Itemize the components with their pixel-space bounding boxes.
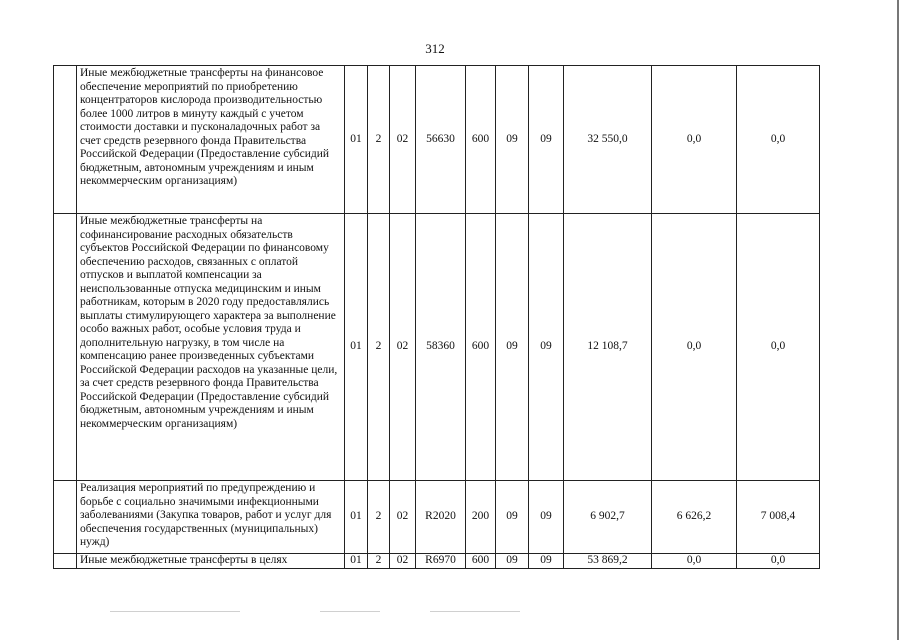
main-event-code: 02 xyxy=(390,66,416,214)
expense-type-code: 600 xyxy=(466,66,496,214)
program-code: 01 xyxy=(345,554,368,569)
subprogram-code: 2 xyxy=(368,214,390,481)
program-code: 01 xyxy=(345,66,368,214)
section-code: 09 xyxy=(496,554,529,569)
direction-code: R2020 xyxy=(416,481,466,554)
direction-code: 56630 xyxy=(416,66,466,214)
page-edge-shadow xyxy=(897,0,899,640)
expense-type-code: 200 xyxy=(466,481,496,554)
amount-year-1: 12 108,7 xyxy=(564,214,652,481)
scan-artifact xyxy=(110,611,240,612)
main-event-code: 02 xyxy=(390,214,416,481)
page-number: 312 xyxy=(425,41,445,56)
main-event-code: 02 xyxy=(390,481,416,554)
margin-cell xyxy=(54,481,77,554)
subprogram-code: 2 xyxy=(368,481,390,554)
table-row xyxy=(54,481,820,554)
amount-year-3: 0,0 xyxy=(737,214,820,481)
budget-table xyxy=(53,65,820,569)
margin-cell xyxy=(54,214,77,481)
program-code: 01 xyxy=(345,481,368,554)
subsection-code: 09 xyxy=(529,481,564,554)
amount-year-1: 53 869,2 xyxy=(564,554,652,569)
amount-year-2: 0,0 xyxy=(652,554,737,569)
subsection-code: 09 xyxy=(529,66,564,214)
table-row xyxy=(54,214,820,481)
amount-year-3: 0,0 xyxy=(737,66,820,214)
subsection-code: 09 xyxy=(529,554,564,569)
scan-artifact xyxy=(320,611,380,612)
margin-cell xyxy=(54,66,77,214)
expense-type-code: 600 xyxy=(466,554,496,569)
row-description: Иные межбюджетные трансферты на финансовое обеспечение мероприятий по приобретению концентраторов кислорода производительностью более 1000 литров в минуту каждый с учетом стоимости доставки и пусконаладочных работ за счет средств резервного фонда Правительства Российской Федерации (Предоставление субсидий бюджетным, автономным учреждениям и иным некоммерческим организациям) xyxy=(77,66,345,214)
margin-cell xyxy=(54,554,77,569)
section-code: 09 xyxy=(496,214,529,481)
amount-year-2: 0,0 xyxy=(652,214,737,481)
row-description: Иные межбюджетные трансферты в целях xyxy=(77,554,345,569)
amount-year-3: 7 008,4 xyxy=(737,481,820,554)
row-description: Иные межбюджетные трансферты на софинансирование расходных обязательств субъектов Российской Федерации по финансовому обеспечению расходов, связанных с оплатой отпусков и выплатой компенсации за неиспользованные отпуска медицинским и иным работникам, которым в 2020 году предоставлялись выплаты стимулирующего характера за выполнение особо важных работ, особые условия труда и дополнительную нагрузку, в том числе на компенсацию ранее произведенных субъектами Российской Федерации расходов на указанные цели, за счет средств резервного фонда Правительства Российской Федерации (Предоставление субсидий бюджетным, автономным учреждениям и иным некоммерческим организациям) xyxy=(77,214,345,481)
subprogram-code: 2 xyxy=(368,66,390,214)
amount-year-1: 6 902,7 xyxy=(564,481,652,554)
table-row xyxy=(54,66,820,214)
amount-year-3: 0,0 xyxy=(737,554,820,569)
subprogram-code: 2 xyxy=(368,554,390,569)
direction-code: 58360 xyxy=(416,214,466,481)
scan-artifact xyxy=(430,611,520,612)
row-description: Реализация мероприятий по предупреждению и борьбе с социально значимыми инфекционными заболеваниями (Закупка товаров, работ и услуг для обеспечения государственных (муниципальных) нужд) xyxy=(77,481,345,554)
direction-code: R6970 xyxy=(416,554,466,569)
main-event-code: 02 xyxy=(390,554,416,569)
subsection-code: 09 xyxy=(529,214,564,481)
expense-type-code: 600 xyxy=(466,214,496,481)
section-code: 09 xyxy=(496,66,529,214)
amount-year-1: 32 550,0 xyxy=(564,66,652,214)
amount-year-2: 0,0 xyxy=(652,66,737,214)
program-code: 01 xyxy=(345,214,368,481)
amount-year-2: 6 626,2 xyxy=(652,481,737,554)
table-row xyxy=(54,554,820,569)
section-code: 09 xyxy=(496,481,529,554)
